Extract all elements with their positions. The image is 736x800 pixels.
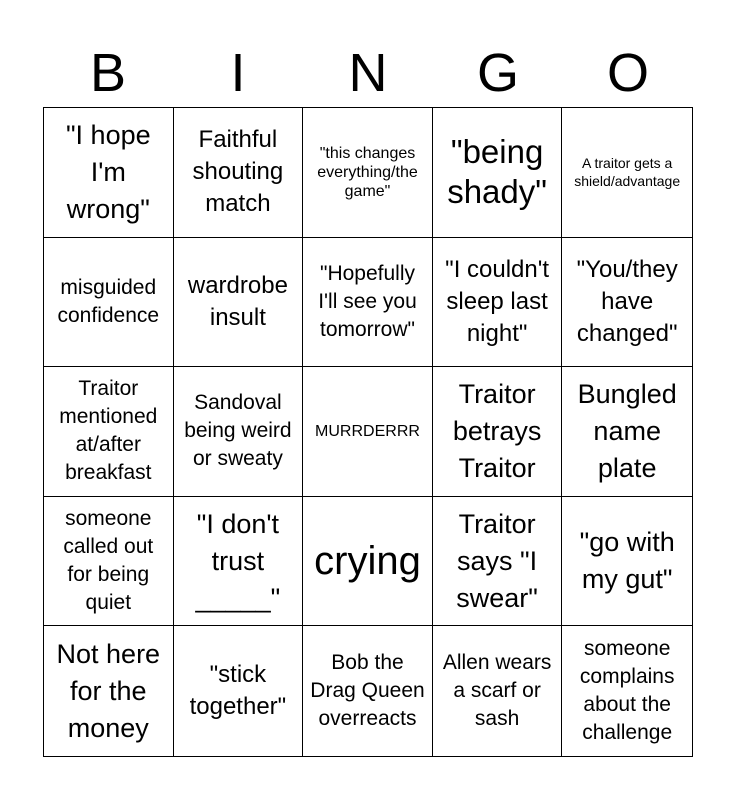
cell-text: "I don't trust _____" [195,508,281,613]
header-letter-o: O [606,43,649,103]
cell-text: Not here for the money [56,638,161,743]
bingo-cell[interactable] [174,108,304,238]
header-letter-g: G [476,43,519,103]
cell-text: someone complains about the challenge [579,637,675,745]
cell-text: "I hope I'm wrong" [65,119,151,224]
cell-text: wardrobe insult [187,271,288,331]
cell-text: "being shady" [447,133,547,211]
bingo-cell[interactable] [433,367,563,497]
bingo-cell[interactable] [174,238,304,368]
cell-text: "Hopefully I'll see you tomorrow" [318,261,417,341]
bingo-cell[interactable] [303,367,433,497]
bingo-cell[interactable] [433,626,563,756]
bingo-cell[interactable] [562,367,692,497]
bingo-header [43,38,693,108]
bingo-cell[interactable] [303,497,433,627]
cell-text: "go with my gut" [579,527,675,595]
cell-text: someone called out for being quiet [63,507,154,615]
bingo-cell[interactable] [562,238,692,368]
header-letter-b: B [89,43,127,103]
cell-text: A traitor gets a shield/advantage [574,155,681,190]
cell-text: misguided confidence [57,275,160,327]
cell-text: Bob the Drag Queen overreacts [310,651,425,731]
bingo-cell[interactable] [303,626,433,756]
bingo-cell[interactable] [44,497,174,627]
cell-text: Sandoval being weird or sweaty [184,391,292,471]
cell-text: Traitor mentioned at/after breakfast [59,377,158,485]
bingo-cell[interactable] [433,238,563,368]
cell-text: Traitor betrays Traitor [452,378,542,483]
bingo-cell[interactable] [433,497,563,627]
cell-text: "You/they have changed" [576,255,678,347]
bingo-cell[interactable] [562,108,692,238]
bingo-cell[interactable] [562,626,692,756]
cell-text: "stick together" [189,661,287,721]
bingo-cell[interactable] [174,497,304,627]
cell-text: "I couldn't sleep last night" [445,255,549,347]
bingo-cell[interactable] [44,367,174,497]
bingo-cell[interactable] [562,497,692,627]
cell-text: Faithful shouting match [192,126,284,218]
cell-text: Bungled name plate [577,378,677,483]
bingo-cell[interactable] [303,108,433,238]
bingo-cell[interactable] [174,367,304,497]
bingo-cell[interactable] [174,626,304,756]
bingo-cell[interactable] [44,626,174,756]
cell-text: Traitor says "I swear" [456,508,538,613]
bingo-cell[interactable] [433,108,563,238]
cell-text: crying [314,539,421,584]
bingo-cell[interactable] [44,108,174,238]
bingo-cell[interactable] [44,238,174,368]
cell-text: Allen wears a scarf or sash [442,651,552,731]
cell-text: MURRDERRR [315,422,420,440]
cell-text: "this changes everything/the game" [317,144,418,200]
bingo-board [43,107,693,757]
bingo-cell[interactable] [303,238,433,368]
header-letter-i: I [230,43,246,103]
header-letter-n: N [348,43,388,103]
